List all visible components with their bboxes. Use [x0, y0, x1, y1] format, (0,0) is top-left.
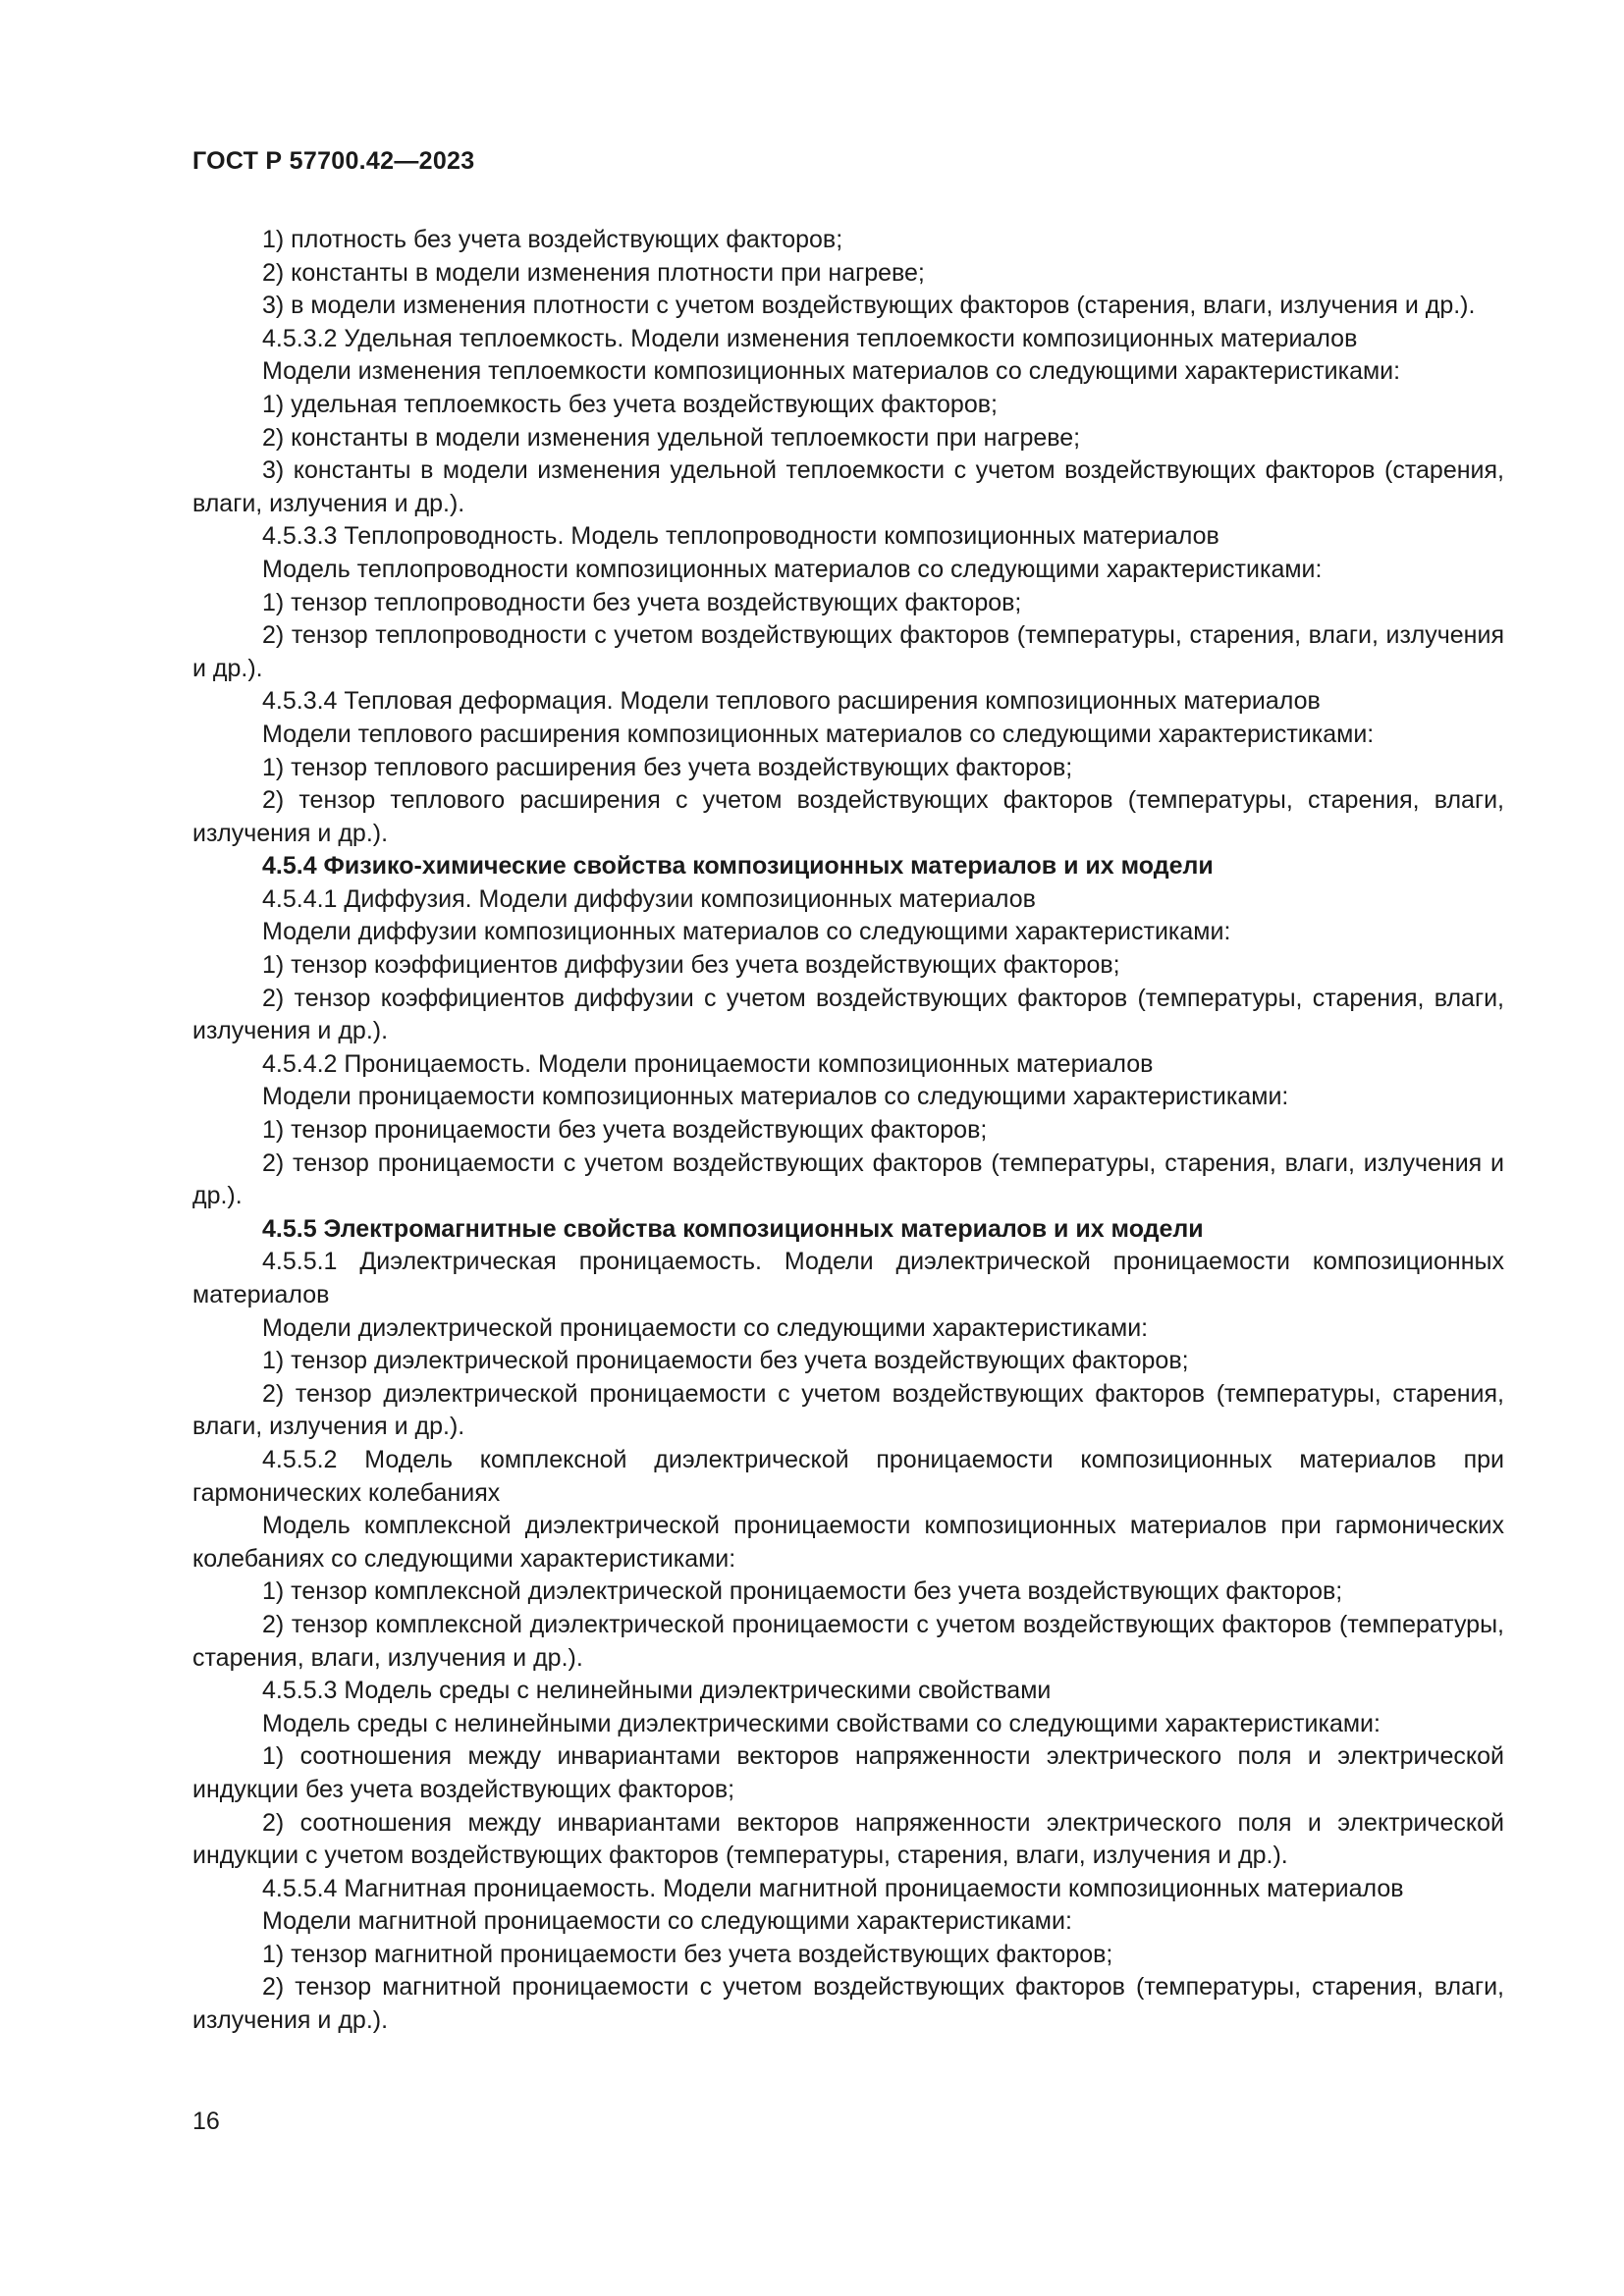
paragraph: 2) тензор магнитной проницаемости с учетом воздействующих факторов (температуры, старения, влаги, излучения и др.).	[192, 1973, 1504, 2035]
paragraph: 1) тензор проницаемости без учета воздействующих факторов;	[262, 1116, 988, 1145]
paragraph: 2) тензор комплексной диэлектрической проницаемости с учетом воздействующих факторов (температуры, старения, влаги, излучения и др.).	[192, 1610, 1504, 1672]
paragraph: 4.5.5.4 Магнитная проницаемость. Модели магнитной проницаемости композиционных материалов	[262, 1874, 1404, 1902]
paragraph: 4.5.3.2 Удельная теплоемкость. Модели изменения теплоемкости композиционных материалов	[262, 324, 1358, 352]
paragraph: 2) константы в модели изменения плотности при нагреве;	[262, 258, 925, 287]
section-heading: 4.5.5 Электромагнитные свойства композиционных материалов и их модели	[262, 1214, 1204, 1243]
paragraph: 4.5.3.4 Тепловая деформация. Модели теплового расширения композиционных материалов	[262, 687, 1321, 716]
paragraph: 2) тензор проницаемости с учетом воздействующих факторов (температуры, старения, влаги, излучения и др.).	[192, 1148, 1504, 1210]
paragraph: Модели изменения теплоемкости композиционных материалов со следующими характеристиками:	[262, 357, 1401, 386]
document-header: ГОСТ Р 57700.42—2023	[192, 147, 475, 175]
paragraph: 1) соотношения между инвариантами векторов напряженности электрического поля и электрической индукции без учета воздействующих факторов;	[192, 1742, 1504, 1803]
paragraph: 4.5.5.1 Диэлектрическая проницаемость. Модели диэлектрической проницаемости композиционных материалов	[192, 1248, 1504, 1308]
paragraph: 1) тензор теплового расширения без учета воздействующих факторов;	[262, 753, 1073, 781]
paragraph: 3) в модели изменения плотности с учетом воздействующих факторов (старения, влаги, излучения и др.).	[262, 292, 1476, 320]
paragraph: Модели диэлектрической проницаемости со следующими характеристиками:	[262, 1313, 1149, 1342]
paragraph: 4.5.5.2 Модель комплексной диэлектрической проницаемости композиционных материалов при гармонических колебаниях	[192, 1445, 1504, 1507]
paragraph: 1) тензор комплексной диэлектрической проницаемости без учета воздействующих факторов;	[262, 1577, 1343, 1606]
paragraph: Модели теплового расширения композиционных материалов со следующими характеристиками:	[262, 720, 1375, 748]
section-heading: 4.5.4 Физико-химические свойства композиционных материалов и их модели	[262, 852, 1214, 881]
document-body	[192, 224, 1504, 2038]
paragraph: 4.5.3.3 Теплопроводность. Модель теплопроводности композиционных материалов	[262, 522, 1219, 551]
paragraph: 2) тензор коэффициентов диффузии с учетом воздействующих факторов (температуры, старения, влаги, излучения и др.).	[192, 984, 1504, 1045]
paragraph: Модель комплексной диэлектрической проницаемости композиционных материалов при гармонических колебаниях со следующими характеристиками:	[192, 1512, 1504, 1573]
paragraph: 1) плотность без учета воздействующих факторов;	[262, 226, 843, 253]
paragraph: Модели диффузии композиционных материалов со следующими характеристиками:	[262, 918, 1231, 946]
paragraph: 4.5.5.3 Модель среды с нелинейными диэлектрическими свойствами	[262, 1677, 1052, 1705]
paragraph: 3) константы в модели изменения удельной теплоемкости с учетом воздействующих факторов (старения, влаги, излучения и др.).	[192, 456, 1504, 517]
paragraph: 2) соотношения между инвариантами векторов напряженности электрического поля и электрической индукции с учетом воздействующих факторов (температуры, старения, влаги, излучения и др.).	[192, 1808, 1504, 1870]
paragraph: 2) константы в модели изменения удельной теплоемкости при нагреве;	[262, 423, 1081, 452]
paragraph: Модель среды с нелинейными диэлектрическими свойствами со следующими характеристиками:	[262, 1709, 1380, 1737]
paragraph: Модели проницаемости композиционных материалов со следующими характеристиками:	[262, 1083, 1289, 1111]
paragraph: Модель теплопроводности композиционных материалов со следующими характеристиками:	[262, 555, 1323, 583]
paragraph: 1) тензор коэффициентов диффузии без учета воздействующих факторов;	[262, 951, 1120, 980]
paragraph: 1) удельная теплоемкость без учета воздействующих факторов;	[262, 390, 998, 418]
paragraph: 4.5.4.2 Проницаемость. Модели проницаемости композиционных материалов	[262, 1049, 1154, 1078]
page-number: 16	[192, 2108, 220, 2135]
paragraph: 1) тензор диэлектрической проницаемости без учета воздействующих факторов;	[262, 1347, 1189, 1375]
paragraph: 2) тензор теплового расширения с учетом воздействующих факторов (температуры, старения, влаги, излучения и др.).	[192, 786, 1504, 847]
paragraph: 2) тензор теплопроводности с учетом воздействующих факторов (температуры, старения, влаги, излучения и др.).	[192, 621, 1504, 682]
paragraph: Модели магнитной проницаемости со следующими характеристиками:	[262, 1907, 1072, 1936]
paragraph: 4.5.4.1 Диффузия. Модели диффузии композиционных материалов	[262, 884, 1036, 913]
paragraph: 1) тензор магнитной проницаемости без учета воздействующих факторов;	[262, 1940, 1113, 1968]
paragraph: 2) тензор диэлектрической проницаемости с учетом воздействующих факторов (температуры, старения, влаги, излучения и др.).	[192, 1379, 1504, 1441]
paragraph: 1) тензор теплопроводности без учета воздействующих факторов;	[262, 588, 1022, 616]
